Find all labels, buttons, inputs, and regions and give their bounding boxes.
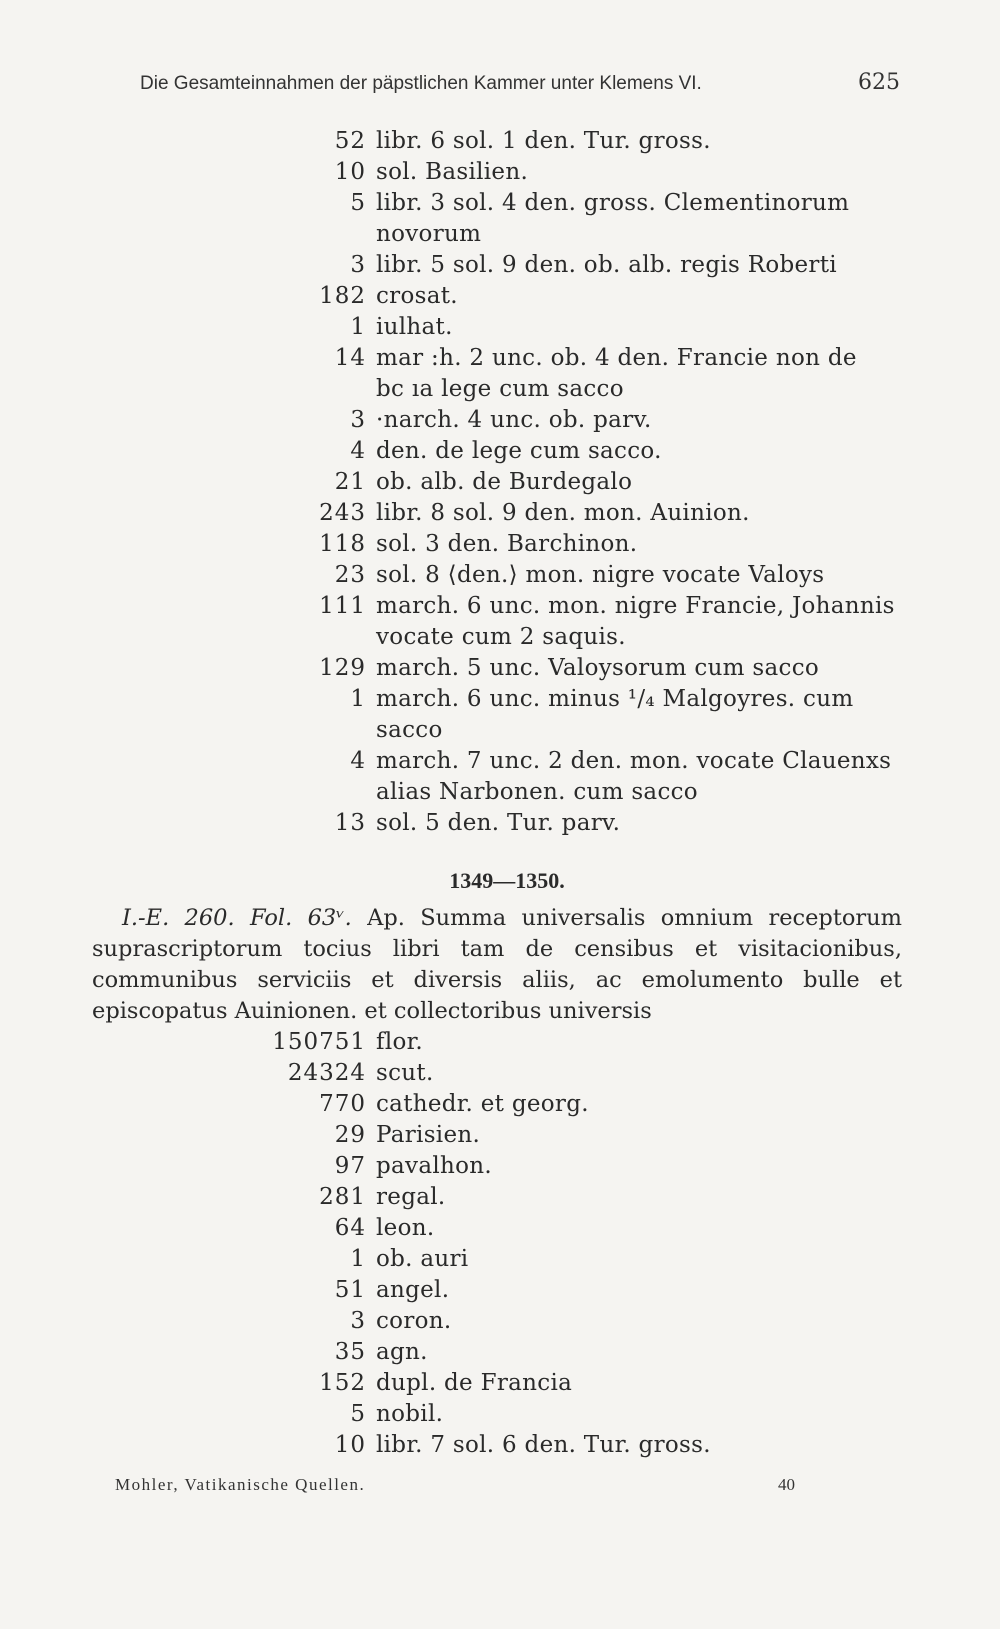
entry-row	[0, 1213, 1000, 1244]
entry-amount: 51	[334, 1277, 366, 1303]
entry-row	[0, 374, 1000, 405]
entry-row	[0, 684, 1000, 715]
entry-amount: 1	[350, 686, 366, 712]
entry-amount: 10	[334, 159, 366, 185]
entry-row	[0, 436, 1000, 467]
entry-row	[0, 343, 1000, 374]
entry-description: flor.	[376, 1029, 423, 1055]
entry-row	[0, 1244, 1000, 1275]
entry-description: regal.	[376, 1184, 446, 1210]
entry-row	[0, 157, 1000, 188]
entry-amount: 3	[350, 1308, 366, 1334]
section-heading: 1349—1350.	[449, 868, 565, 893]
entry-description: sacco	[376, 717, 443, 743]
entry-amount: 243	[319, 500, 366, 526]
entry-amount: 14	[334, 345, 366, 371]
entry-description: vocate cum 2 saquis.	[376, 624, 626, 650]
entry-row	[0, 312, 1000, 343]
footer-author: Mohler, Vatikanische Quellen.	[115, 1475, 366, 1494]
summary-paragraph	[92, 903, 902, 1027]
entry-amount: 35	[334, 1339, 366, 1365]
entry-row	[0, 250, 1000, 281]
entry-amount	[0, 374, 376, 405]
entry-description: mar :h. 2 unc. ob. 4 den. Francie non de	[376, 345, 857, 371]
entry-description: libr. 3 sol. 4 den. gross. Clementinorum	[376, 190, 850, 216]
entry-description: leon.	[376, 1215, 435, 1241]
entry-description: cathedr. et georg.	[376, 1091, 589, 1117]
entry-amount: 64	[334, 1215, 366, 1241]
entry-amount: 4	[350, 438, 366, 464]
entry-description: iulhat.	[376, 314, 453, 340]
entry-description: libr. 7 sol. 6 den. Tur. gross.	[376, 1432, 711, 1458]
entry-amount: 150751	[272, 1029, 366, 1055]
entry-amount: 118	[319, 531, 366, 557]
entry-row	[0, 1182, 1000, 1213]
entry-description: march. 7 unc. 2 den. mon. vocate Clauenxs	[376, 748, 892, 774]
running-head	[140, 70, 900, 95]
entry-amount: 182	[319, 283, 366, 309]
entry-description: den. de lege cum sacco.	[376, 438, 662, 464]
entry-amount: 1	[350, 314, 366, 340]
entry-row	[0, 467, 1000, 498]
entry-row	[0, 1058, 1000, 1089]
entry-description: dupl. de Francia	[376, 1370, 573, 1396]
entry-amount: 3	[350, 407, 366, 433]
entry-description: ·narch. 4 unc. ob. parv.	[376, 407, 652, 433]
entry-row	[0, 1399, 1000, 1430]
page-number: 625	[858, 70, 900, 95]
entry-description: agn.	[376, 1339, 428, 1365]
entry-amount: 770	[319, 1091, 366, 1117]
entry-description: sol. 3 den. Barchinon.	[376, 531, 638, 557]
entry-amount: 111	[319, 593, 366, 619]
entry-row	[0, 1151, 1000, 1182]
entry-row	[0, 777, 1000, 808]
entry-row	[0, 1027, 1000, 1058]
entry-amount: 23	[334, 562, 366, 588]
entry-amount: 5	[350, 1401, 366, 1427]
entry-description: angel.	[376, 1277, 450, 1303]
entry-amount: 1	[350, 1246, 366, 1272]
entry-description: alias Narbonen. cum sacco	[376, 779, 698, 805]
running-head-title: Die Gesamteinnahmen der päpstlichen Kammer unter Klemens VI.	[140, 73, 702, 94]
entry-row	[0, 746, 1000, 777]
entry-amount: 13	[334, 810, 366, 836]
entry-amount	[0, 715, 376, 746]
entry-amount	[0, 777, 376, 808]
entry-row	[0, 1089, 1000, 1120]
entry-row	[0, 715, 1000, 746]
entry-description: bc ıa lege cum sacco	[376, 376, 624, 402]
entry-row	[0, 622, 1000, 653]
entry-amount: 4	[350, 748, 366, 774]
entry-description: sol. 8 ⟨den.⟩ mon. nigre vocate Valoys	[376, 562, 825, 588]
entry-description: march. 6 unc. minus ¹/₄ Malgoyres. cum	[376, 686, 854, 712]
receipts-list-bottom	[0, 1027, 1000, 1461]
entry-amount: 97	[334, 1153, 366, 1179]
entry-row	[0, 653, 1000, 684]
entry-row	[0, 560, 1000, 591]
entry-row	[0, 1120, 1000, 1151]
entry-description: sol. 5 den. Tur. parv.	[376, 810, 621, 836]
entry-row	[0, 1368, 1000, 1399]
entry-row	[0, 1430, 1000, 1461]
entry-description: march. 6 unc. mon. nigre Francie, Johannis	[376, 593, 895, 619]
entry-description: ob. auri	[376, 1246, 469, 1272]
entry-description: ob. alb. de Burdegalo	[376, 469, 633, 495]
entry-description: nobil.	[376, 1401, 444, 1427]
entry-description: libr. 5 sol. 9 den. ob. alb. regis Roberti	[376, 252, 837, 278]
receipts-list-top	[0, 126, 1000, 839]
entry-amount: 29	[334, 1122, 366, 1148]
entry-amount: 10	[334, 1432, 366, 1458]
entry-row	[0, 405, 1000, 436]
entry-description: libr. 6 sol. 1 den. Tur. gross.	[376, 128, 711, 154]
entry-description: sol. Basilien.	[376, 159, 529, 185]
paragraph-text: Ap. Summa universalis omnium receptorum suprascriptorum tocius libri tam de censibus et visitacionibus, communibus serviciis et diversis aliis, ac emolumento bulle et episcopatus Auinionen. et collectoribus universis	[92, 905, 902, 1024]
entry-amount: 152	[319, 1370, 366, 1396]
entry-row	[0, 808, 1000, 839]
entry-amount	[0, 219, 376, 250]
entry-row	[0, 529, 1000, 560]
entry-row	[0, 219, 1000, 250]
entry-amount: 52	[334, 128, 366, 154]
entry-description: libr. 8 sol. 9 den. mon. Auinion.	[376, 500, 750, 526]
entry-amount: 3	[350, 252, 366, 278]
entry-amount: 21	[334, 469, 366, 495]
entry-description: crosat.	[376, 283, 458, 309]
entry-row	[0, 498, 1000, 529]
entry-description: novorum	[376, 221, 482, 247]
entry-amount	[0, 622, 376, 653]
entry-amount: 281	[319, 1184, 366, 1210]
entry-amount: 24324	[287, 1060, 366, 1086]
entry-amount: 5	[350, 190, 366, 216]
entry-row	[0, 281, 1000, 312]
footer-signature: 40	[778, 1475, 795, 1494]
entry-amount: 129	[319, 655, 366, 681]
entry-description: Parisien.	[376, 1122, 481, 1148]
entry-description: coron.	[376, 1308, 452, 1334]
entry-row	[0, 1306, 1000, 1337]
entry-row	[0, 591, 1000, 622]
entry-description: scut.	[376, 1060, 434, 1086]
entry-row	[0, 1275, 1000, 1306]
entry-description: march. 5 unc. Valoysorum cum sacco	[376, 655, 820, 681]
entry-row	[0, 1337, 1000, 1368]
entry-row	[0, 188, 1000, 219]
source-reference: I.-E. 260. Fol. 63ᵛ.	[122, 905, 352, 931]
entry-description: pavalhon.	[376, 1153, 492, 1179]
page-footer	[115, 1475, 795, 1495]
entry-row	[0, 126, 1000, 157]
